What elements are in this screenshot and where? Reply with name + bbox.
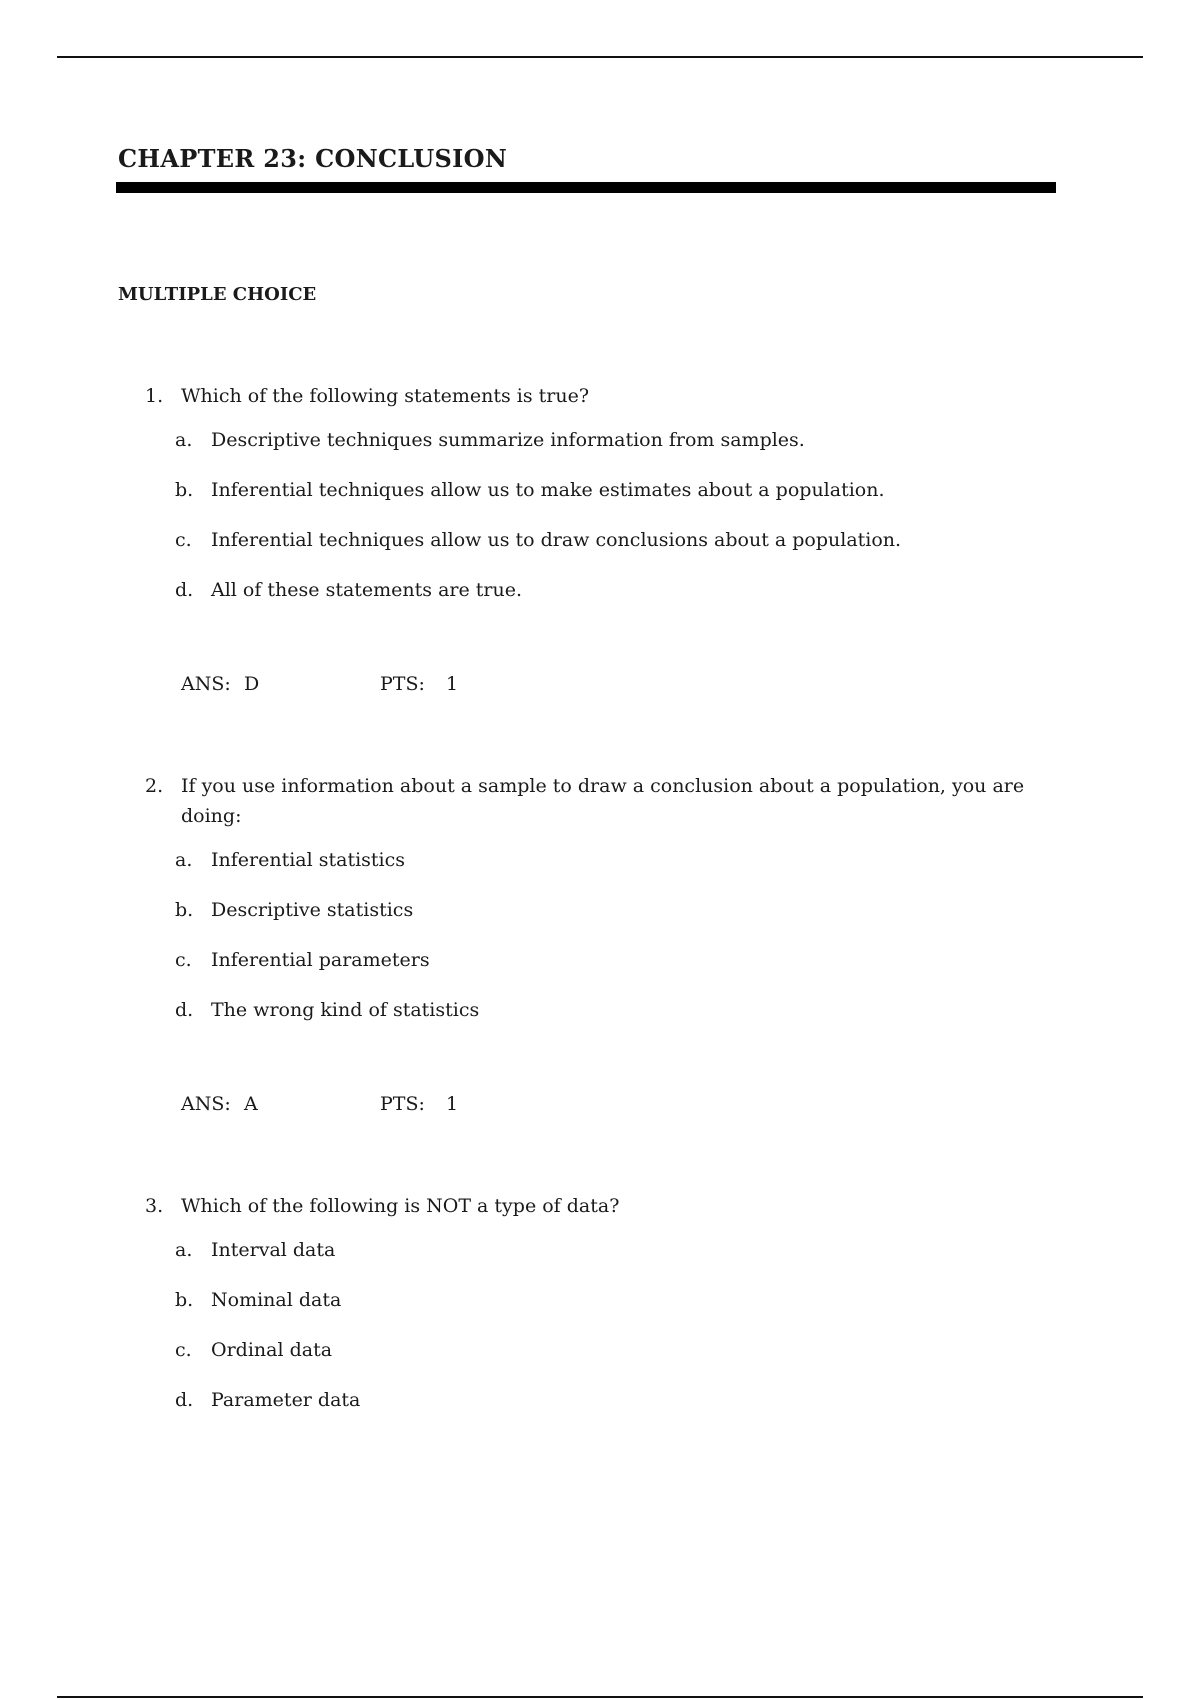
choice-text: Descriptive statistics [211, 899, 414, 921]
choice-text: The wrong kind of statistics [211, 999, 480, 1021]
choice-letter: d. [175, 999, 194, 1021]
choice-list [175, 845, 1025, 1045]
choice-letter: a. [175, 1239, 193, 1261]
question-stem [145, 771, 1025, 831]
question-text: If you use information about a sample to draw a conclusion about a population, you are doing: [181, 775, 1025, 827]
answer-label: ANS: [181, 673, 231, 695]
choice-letter: a. [175, 849, 193, 871]
choice-letter: a. [175, 429, 193, 451]
choice-text: Parameter data [211, 1389, 361, 1411]
choice-c [175, 1335, 1025, 1385]
question-stem [145, 1191, 1025, 1221]
choice-c [175, 945, 1025, 995]
question-3 [145, 1191, 1025, 1435]
choice-text: Inferential parameters [211, 949, 430, 971]
chapter-title: CHAPTER 23: CONCLUSION [118, 144, 508, 173]
choice-letter: d. [175, 579, 194, 601]
choice-c [175, 525, 1025, 575]
choice-text: Ordinal data [211, 1339, 333, 1361]
points-label: PTS: [380, 673, 425, 695]
question-stem [145, 381, 1025, 411]
question-number: 2. [145, 775, 164, 797]
question-number: 3. [145, 1195, 164, 1217]
choice-letter: b. [175, 1289, 194, 1311]
choice-b [175, 895, 1025, 945]
points-label: PTS: [380, 1093, 425, 1115]
chapter-title-underline-bar [116, 182, 1056, 193]
choice-d [175, 575, 1025, 625]
page-bottom-rule [57, 1696, 1143, 1698]
choice-text: Inferential techniques allow us to make estimates about a population. [211, 479, 885, 501]
choice-text: Descriptive techniques summarize information from samples. [211, 429, 805, 451]
answer-value: D [244, 673, 260, 695]
choice-a [175, 425, 1025, 475]
answer-line-1 [181, 673, 458, 695]
choice-letter: d. [175, 1389, 194, 1411]
choice-text: All of these statements are true. [211, 579, 523, 601]
answer-label: ANS: [181, 1093, 231, 1115]
question-text: Which of the following is NOT a type of data? [181, 1195, 620, 1217]
choice-d [175, 995, 1025, 1045]
choice-d [175, 1385, 1025, 1435]
choice-letter: c. [175, 529, 192, 551]
choice-b [175, 475, 1025, 525]
points-value: 1 [446, 1093, 459, 1115]
choice-text: Inferential techniques allow us to draw conclusions about a population. [211, 529, 902, 551]
choice-a [175, 845, 1025, 895]
question-1 [145, 381, 1025, 625]
choice-list [175, 1235, 1025, 1435]
question-2 [145, 771, 1025, 1045]
question-text: Which of the following statements is true? [181, 385, 590, 407]
choice-b [175, 1285, 1025, 1335]
choice-text: Inferential statistics [211, 849, 406, 871]
choice-letter: c. [175, 1339, 192, 1361]
choice-letter: c. [175, 949, 192, 971]
choice-letter: b. [175, 899, 194, 921]
answer-value: A [244, 1093, 258, 1115]
section-title: MULTIPLE CHOICE [118, 284, 317, 305]
choice-a [175, 1235, 1025, 1285]
answer-line-2 [181, 1093, 458, 1115]
points-value: 1 [446, 673, 459, 695]
choice-letter: b. [175, 479, 194, 501]
page-top-rule [57, 56, 1143, 58]
choice-text: Interval data [211, 1239, 336, 1261]
choice-list [175, 425, 1025, 625]
question-number: 1. [145, 385, 164, 407]
choice-text: Nominal data [211, 1289, 342, 1311]
